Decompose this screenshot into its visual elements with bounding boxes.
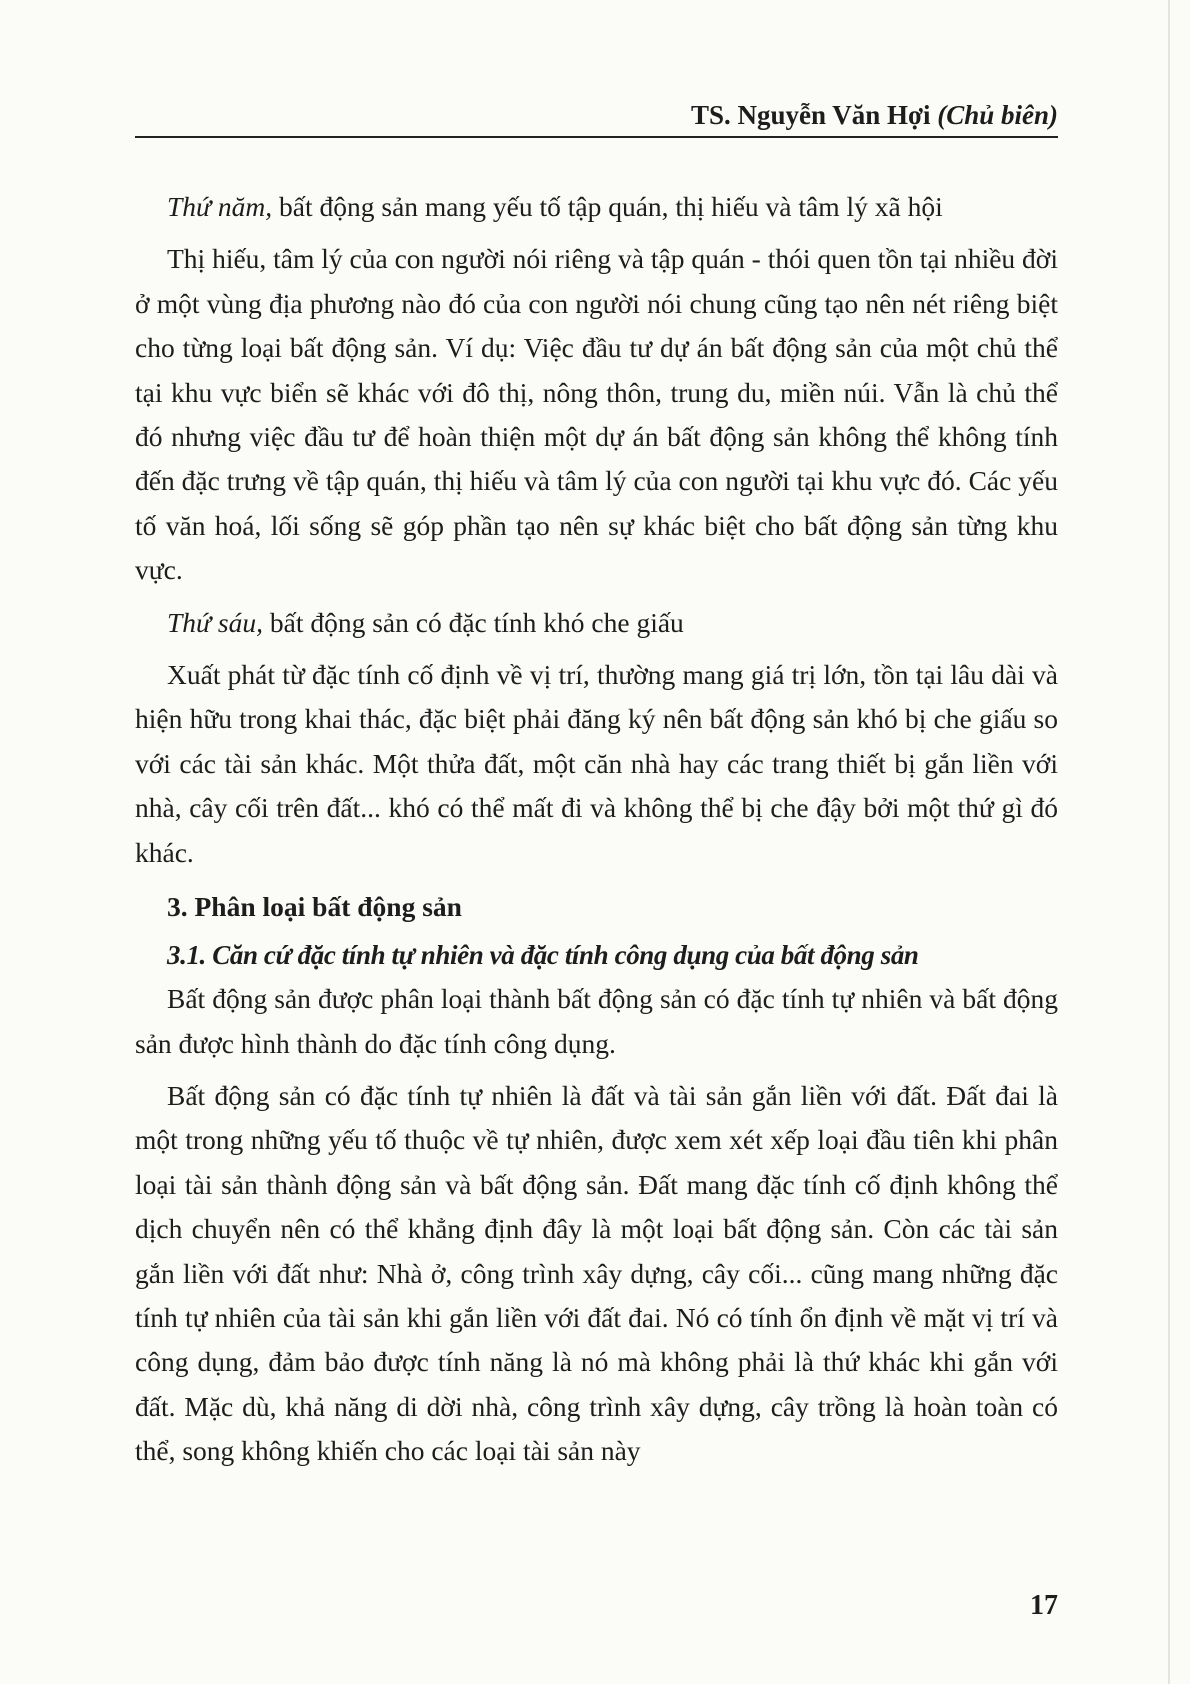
paragraph-lead: Thứ sáu, bbox=[167, 606, 263, 638]
paragraph-thu-nam bbox=[135, 185, 1058, 229]
paragraph-thi-hieu: Thị hiếu, tâm lý của con người nói riêng và tập quán - thói quen tồn tại nhiều đời ở một vùng địa phương nào đó của con người nói chung cũng tạo nên nét riêng biệt cho từng loại bất động sản. Ví dụ: Việc đầu tư dự án bất động sản của một chủ thể tại khu vực biển sẽ khác với đô thị, nông thôn, trung du, miền núi. Vẫn là chủ thể đó nhưng việc đầu tư để hoàn thiện một dự án bất động sản không thể không tính đến đặc trưng về tập quán, thị hiếu và tâm lý của con người tại khu vực đó. Các yếu tố văn hoá, lối sống sẽ góp phần tạo nên sự khác biệt cho bất động sản từng khu vực. bbox=[135, 243, 1058, 586]
main-text bbox=[135, 185, 1058, 1474]
running-header bbox=[135, 100, 1058, 138]
page-edge bbox=[1168, 0, 1170, 1684]
paragraph-thu-sau bbox=[135, 601, 1058, 645]
subsection-heading: 3.1. Căn cứ đặc tính tự nhiên và đặc tính công dụng của bất động sản bbox=[167, 940, 919, 971]
header-author: TS. Nguyễn Văn Hợi bbox=[690, 100, 931, 130]
header-text bbox=[691, 100, 1058, 130]
page-number: 17 bbox=[1030, 1590, 1058, 1621]
section-heading: 3. Phân loại bất động sản bbox=[167, 891, 462, 923]
paragraph-rest: bất động sản có đặc tính khó che giấu bbox=[263, 606, 684, 638]
paragraph-rest: bất động sản mang yếu tố tập quán, thị hiếu và tâm lý xã hội bbox=[272, 191, 943, 222]
paragraph-xuat-phat: Xuất phát từ đặc tính cố định về vị trí, thường mang giá trị lớn, tồn tại lâu dài và hiện hữu trong khai thác, đặc biệt phải đăng ký nên bất động sản khó bị che giấu so với các tài sản khác. Một thửa đất, một căn nhà hay các trang thiết bị gắn liền với nhà, cây cối trên đất... khó có thể mất đi và không thể bị che đậy bởi một thứ gì đó khác. bbox=[135, 659, 1058, 868]
paragraph-lead: Thứ năm, bbox=[167, 191, 273, 222]
paragraph-phan-loai: Bất động sản được phân loại thành bất động sản có đặc tính tự nhiên và bất động sản được hình thành do đặc tính công dụng. bbox=[135, 983, 1058, 1059]
header-role: (Chủ biên) bbox=[937, 100, 1058, 130]
paragraph-dac-tinh-tu-nhien: Bất động sản có đặc tính tự nhiên là đất và tài sản gắn liền với đất. Đất đai là một trong những yếu tố thuộc về tự nhiên, được xem xét xếp loại đầu tiên khi phân loại tài sản thành động sản và bất động sản. Đất mang đặc tính cố định không thể dịch chuyển nên có thể khẳng định đây là một loại bất động sản. Còn các tài sản gắn liền với đất như: Nhà ở, công trình xây dựng, cây cối... cũng mang những đặc tính tự nhiên của tài sản khi gắn liền với đất đai. Nó có tính ổn định về mặt vị trí và công dụng, đảm bảo được tính năng là nó mà không phải là thứ khác khi gắn với đất. Mặc dù, khả năng di dời nhà, công trình xây dựng, cây trồng là hoàn toàn có thể, song không khiến cho các loại tài sản này bbox=[135, 1079, 1058, 1467]
